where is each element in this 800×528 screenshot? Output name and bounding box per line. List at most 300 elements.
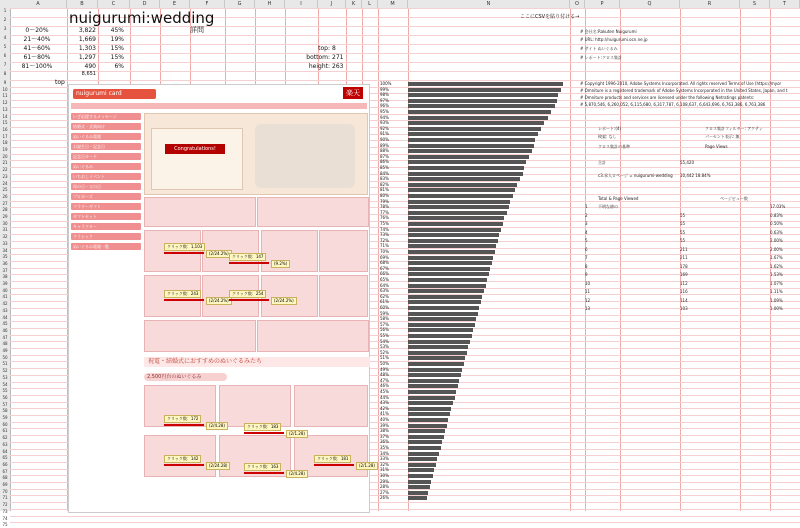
column-header[interactable]: O bbox=[570, 0, 585, 8]
column-header[interactable]: H bbox=[255, 0, 285, 8]
table-row-pct[interactable]: 1.07% bbox=[770, 280, 783, 286]
percent-cell[interactable]: 50% bbox=[380, 361, 389, 366]
table-row-number[interactable]: 7 bbox=[585, 255, 588, 260]
table-row-views[interactable]: 55 bbox=[680, 221, 686, 226]
row-header[interactable]: 73 bbox=[2, 508, 8, 514]
dist-label-5[interactable]: 81〜100% bbox=[21, 63, 53, 70]
percent-cell[interactable]: 28% bbox=[380, 484, 389, 490]
row-header[interactable]: 20 bbox=[2, 153, 8, 159]
dist-label-3[interactable]: 41〜60% bbox=[23, 45, 51, 52]
percent-cell[interactable]: 43% bbox=[380, 400, 389, 406]
row-header[interactable]: 47 bbox=[2, 334, 8, 340]
table-row-number[interactable]: 13 bbox=[585, 306, 591, 311]
column-header[interactable]: E bbox=[160, 0, 190, 8]
percent-bar bbox=[408, 166, 524, 170]
copyright-line-3[interactable]: # Omniture products and services are licensed under the following Netratings patents: bbox=[580, 95, 755, 100]
percent-cell[interactable]: 62% bbox=[380, 293, 389, 299]
row-header[interactable]: 49 bbox=[2, 348, 8, 353]
percent-cell[interactable]: 73% bbox=[380, 232, 389, 238]
percent-cell[interactable]: 59% bbox=[380, 310, 389, 316]
row-header[interactable]: 61 bbox=[2, 428, 8, 434]
meta-label-3[interactable]: クロス集計の基準 bbox=[598, 144, 630, 149]
percent-cell[interactable]: 82% bbox=[380, 181, 389, 187]
percent-cell[interactable]: 94% bbox=[380, 114, 389, 120]
meta-value-5[interactable]: 10,442 18.84% bbox=[680, 173, 711, 178]
table-row-number[interactable]: 3 bbox=[585, 221, 588, 226]
table-header-col2[interactable]: ページビュー数 bbox=[720, 196, 748, 201]
percent-cell[interactable]: 45% bbox=[380, 389, 389, 394]
height-label[interactable]: height: bbox=[308, 63, 330, 70]
side-menu-item[interactable]: クラシック bbox=[71, 233, 141, 240]
row-header[interactable]: 56 bbox=[2, 394, 8, 400]
row8-label[interactable]: top bbox=[55, 79, 65, 86]
row-header[interactable]: 60 bbox=[2, 421, 8, 427]
column-header[interactable]: L bbox=[362, 0, 378, 8]
product-tile[interactable] bbox=[144, 320, 256, 352]
copyright-line-2[interactable]: # Omniture is a registered trademark of Adobe Systems Incorporated in the United States, Japan, and t bbox=[580, 88, 788, 93]
side-menu-item[interactable]: 結婚式・式典向け bbox=[71, 123, 141, 130]
percent-cell[interactable]: 98% bbox=[380, 92, 389, 98]
percent-cell[interactable]: 83% bbox=[380, 176, 389, 182]
row-header[interactable]: 29 bbox=[2, 214, 8, 219]
dist-total[interactable]: 8,651 bbox=[81, 71, 96, 77]
row-header[interactable]: 50 bbox=[2, 354, 8, 360]
dist-pct-5[interactable]: 6% bbox=[114, 63, 124, 70]
percent-cell[interactable]: 52% bbox=[380, 349, 389, 355]
side-menu-item[interactable]: 記念日カード bbox=[71, 153, 141, 160]
percent-cell[interactable]: 91% bbox=[380, 131, 389, 137]
table-row-label[interactable]: 不明な値の bbox=[598, 204, 618, 209]
table-row-number[interactable]: 4 bbox=[585, 229, 588, 235]
row-header[interactable]: 19 bbox=[2, 147, 8, 152]
report-line-2[interactable]: # URL: http://nuigurumi.ocn.ne.jp bbox=[580, 37, 648, 42]
percent-cell[interactable]: 55% bbox=[380, 333, 389, 338]
row-header[interactable]: 64 bbox=[2, 448, 8, 454]
column-header[interactable]: F bbox=[190, 0, 225, 8]
row-header[interactable]: 42 bbox=[2, 301, 8, 307]
column-header[interactable]: T bbox=[770, 0, 800, 8]
table-row-views[interactable]: 116 bbox=[680, 289, 688, 294]
product-tile[interactable] bbox=[144, 197, 256, 227]
row-header[interactable]: 12 bbox=[2, 100, 8, 106]
row-header[interactable]: 62 bbox=[2, 435, 8, 441]
row-header[interactable]: 65 bbox=[2, 455, 8, 461]
column-header[interactable]: K bbox=[346, 0, 362, 8]
row-header[interactable]: 69 bbox=[2, 482, 8, 487]
row-header[interactable]: 2 bbox=[3, 17, 7, 22]
dist-pct-2[interactable]: 19% bbox=[110, 36, 124, 43]
percent-cell[interactable]: 68% bbox=[380, 260, 389, 266]
percent-cell[interactable]: 54% bbox=[380, 338, 389, 344]
percent-cell[interactable]: 32% bbox=[380, 461, 389, 467]
percent-cell[interactable]: 78% bbox=[380, 204, 389, 210]
click-bar bbox=[314, 464, 354, 466]
table-row-number[interactable]: 9 bbox=[585, 272, 588, 277]
table-row-number[interactable]: 8 bbox=[585, 263, 588, 269]
row-header[interactable]: 51 bbox=[2, 361, 8, 367]
table-row-pct[interactable]: 1.09% bbox=[770, 297, 783, 303]
dist-count-2[interactable]: 1,669 bbox=[78, 36, 96, 43]
top-value[interactable]: 8 bbox=[332, 45, 336, 52]
dist-label-2[interactable]: 21〜40% bbox=[23, 36, 51, 43]
row-header[interactable]: 53 bbox=[2, 374, 8, 380]
table-row-pct[interactable]: 2.00% bbox=[770, 238, 783, 243]
row-header[interactable]: 70 bbox=[2, 488, 8, 494]
dist-label-4[interactable]: 61〜80% bbox=[23, 54, 51, 61]
column-header[interactable]: C bbox=[98, 0, 130, 8]
table-row-pct[interactable]: 1.00% bbox=[770, 306, 783, 311]
row-header[interactable]: 37 bbox=[2, 267, 8, 273]
click-count-label: クリック数：181 bbox=[314, 455, 351, 463]
click-bar bbox=[164, 252, 204, 254]
product-tile[interactable] bbox=[219, 385, 291, 427]
table-row-number[interactable]: 10 bbox=[585, 280, 591, 286]
dist-pct-1[interactable]: 45% bbox=[110, 27, 124, 34]
row-header[interactable]: 32 bbox=[2, 234, 8, 240]
percent-cell[interactable]: 79% bbox=[380, 198, 389, 204]
report-line-4[interactable]: # レポート:クロス集計 bbox=[580, 55, 622, 60]
percent-cell[interactable]: 35% bbox=[380, 445, 389, 450]
side-menu-item[interactable]: ぬいぐるみ電報一覧 bbox=[71, 243, 141, 250]
percent-cell[interactable]: 76% bbox=[380, 215, 389, 221]
table-row-pct[interactable]: 1.53% bbox=[770, 272, 783, 277]
row-header[interactable]: 25 bbox=[2, 187, 8, 193]
row-header[interactable]: 26 bbox=[2, 193, 8, 199]
table-row-pct[interactable]: 17.03% bbox=[770, 204, 786, 209]
column-header[interactable]: Q bbox=[620, 0, 680, 8]
dist-pct-3[interactable]: 15% bbox=[110, 45, 124, 52]
side-menu-item[interactable]: フラワーギフト bbox=[71, 203, 141, 210]
row-header[interactable]: 28 bbox=[2, 207, 8, 213]
row-header[interactable]: 13 bbox=[2, 106, 8, 112]
sheet-title-cell[interactable]: nuigurumi:wedding bbox=[69, 9, 215, 27]
percent-cell[interactable]: 90% bbox=[380, 137, 389, 142]
percent-cell[interactable]: 87% bbox=[380, 153, 389, 159]
column-header[interactable]: D bbox=[130, 0, 160, 8]
side-menu-item[interactable]: 母の日・父の日 bbox=[71, 183, 141, 190]
percent-cell[interactable]: 26% bbox=[380, 495, 389, 501]
table-row-views[interactable]: 211 bbox=[680, 255, 688, 260]
percent-cell[interactable]: 58% bbox=[380, 316, 389, 322]
column-header[interactable]: S bbox=[740, 0, 770, 8]
dist-pct-4[interactable]: 15% bbox=[110, 54, 124, 61]
meta-label-5[interactable]: c3.承人ロページ = nuigurumi-wedding bbox=[598, 173, 673, 178]
percent-bar bbox=[408, 362, 464, 366]
side-menu-item[interactable]: お誕生日・記念日 bbox=[71, 143, 141, 150]
percent-cell[interactable]: 66% bbox=[380, 271, 389, 277]
row-header[interactable]: 33 bbox=[2, 240, 8, 246]
percent-cell[interactable]: 96% bbox=[380, 103, 389, 109]
row-header[interactable]: 22 bbox=[2, 167, 8, 173]
column-header[interactable]: I bbox=[285, 0, 318, 8]
row-header[interactable]: 40 bbox=[2, 287, 8, 293]
row-header[interactable]: 9 bbox=[3, 80, 7, 85]
row-header[interactable]: 63 bbox=[2, 441, 8, 447]
row-header[interactable]: 54 bbox=[2, 381, 8, 387]
table-row-number[interactable]: 6 bbox=[585, 246, 588, 252]
table-row-pct[interactable]: 1.67% bbox=[770, 255, 783, 260]
table-row-pct[interactable]: 1.11% bbox=[770, 289, 783, 294]
meta-label-2[interactable]: 検索: なし bbox=[598, 134, 617, 139]
table-row-pct[interactable]: 0.83% bbox=[770, 212, 783, 218]
bottom-value[interactable]: 271 bbox=[332, 54, 344, 61]
percent-cell[interactable]: 29% bbox=[380, 478, 389, 484]
dist-count-4[interactable]: 1,297 bbox=[78, 54, 96, 61]
meta-value-3[interactable]: Page Views bbox=[705, 144, 728, 149]
column-header[interactable]: G bbox=[225, 0, 255, 8]
table-row-number[interactable]: 2 bbox=[585, 212, 588, 218]
gridline bbox=[10, 522, 800, 523]
copyright-line-4[interactable]: # 5,870,546, 6,260,052, 6,115,680, 6,317,787, 6,108,637, 6,643,696, 6,763,386, 6,763,386 bbox=[580, 102, 766, 107]
percent-cell[interactable]: 74% bbox=[380, 226, 389, 232]
row-header[interactable]: 30 bbox=[2, 220, 8, 226]
row-header[interactable]: 3 bbox=[3, 26, 7, 31]
percent-bar bbox=[408, 222, 503, 226]
table-row-pct[interactable]: 0.50% bbox=[770, 221, 783, 226]
dist-count-1[interactable]: 3,822 bbox=[78, 27, 96, 34]
table-row-pct[interactable]: 1.62% bbox=[770, 263, 783, 269]
column-header[interactable]: R bbox=[680, 0, 740, 8]
bottom-label[interactable]: bottom: bbox=[306, 54, 330, 61]
row-header[interactable]: 16 bbox=[2, 126, 8, 132]
percent-cell[interactable]: 60% bbox=[380, 305, 389, 310]
percent-bar bbox=[408, 440, 442, 444]
row-header[interactable]: 23 bbox=[2, 173, 8, 179]
row-header[interactable]: 14 bbox=[2, 113, 8, 119]
side-menu-item[interactable]: ギフトセット bbox=[71, 213, 141, 220]
row-header[interactable]: 35 bbox=[2, 254, 8, 260]
table-row-number[interactable]: 5 bbox=[585, 238, 588, 243]
percent-cell[interactable]: 65% bbox=[380, 277, 389, 282]
row-header[interactable]: 8 bbox=[3, 71, 7, 76]
dist-count-5[interactable]: 490 bbox=[84, 63, 96, 70]
row-header[interactable]: 17 bbox=[2, 133, 8, 139]
percent-cell[interactable]: 39% bbox=[380, 422, 389, 428]
row-header[interactable]: 59 bbox=[2, 415, 8, 420]
percent-cell[interactable]: 51% bbox=[380, 355, 389, 361]
row-header[interactable]: 71 bbox=[2, 495, 8, 501]
row-header[interactable]: 72 bbox=[2, 502, 8, 508]
percent-bar bbox=[408, 127, 541, 131]
percent-cell[interactable]: 80% bbox=[380, 193, 389, 198]
row-header[interactable]: 44 bbox=[2, 314, 8, 320]
table-row-views[interactable]: 169 bbox=[680, 272, 688, 277]
height-value[interactable]: 263 bbox=[332, 63, 344, 70]
row-header[interactable]: 41 bbox=[2, 294, 8, 300]
table-row-number[interactable]: 1 bbox=[585, 204, 588, 209]
percent-cell[interactable]: 38% bbox=[380, 428, 389, 434]
row-header[interactable]: 21 bbox=[2, 160, 8, 166]
percent-cell[interactable]: 67% bbox=[380, 265, 389, 271]
side-menu bbox=[71, 113, 141, 508]
percent-cell[interactable]: 93% bbox=[380, 120, 389, 126]
table-row-number[interactable]: 12 bbox=[585, 297, 591, 303]
row-header[interactable]: 15 bbox=[2, 120, 8, 126]
percent-cell[interactable]: 61% bbox=[380, 299, 389, 305]
dist-label-1[interactable]: 0〜20% bbox=[25, 27, 49, 34]
percent-cell[interactable]: 57% bbox=[380, 321, 389, 327]
row-header[interactable]: 45 bbox=[2, 321, 8, 327]
percent-bar bbox=[408, 172, 523, 176]
row-header[interactable]: 55 bbox=[2, 388, 8, 394]
product-tile[interactable] bbox=[144, 230, 201, 272]
row-header[interactable]: 57 bbox=[2, 401, 8, 407]
table-row-pct[interactable]: 2.00% bbox=[770, 246, 783, 252]
row-header[interactable]: 4 bbox=[3, 35, 7, 40]
row-header[interactable]: 52 bbox=[2, 368, 8, 374]
row-header[interactable]: 38 bbox=[2, 274, 8, 280]
meta-value-4[interactable]: 55,420 bbox=[680, 160, 694, 165]
percent-cell[interactable]: 53% bbox=[380, 344, 389, 350]
row-header[interactable]: 67 bbox=[2, 468, 8, 474]
side-menu-item[interactable]: いざ応援するメッセージ bbox=[71, 113, 141, 120]
percent-cell[interactable]: 88% bbox=[380, 148, 389, 154]
meta-value-2[interactable]: パーセント表示: 無 bbox=[705, 134, 740, 139]
row-header[interactable]: 43 bbox=[2, 307, 8, 313]
row-header[interactable]: 36 bbox=[2, 260, 8, 266]
product-tile[interactable] bbox=[257, 197, 369, 227]
table-header-col1[interactable]: Total & Page Viewed bbox=[598, 196, 639, 201]
percent-cell[interactable]: 100% bbox=[380, 81, 392, 86]
percent-cell[interactable]: 44% bbox=[380, 394, 389, 400]
product-tile[interactable] bbox=[319, 275, 368, 317]
column-header[interactable]: J bbox=[318, 0, 346, 8]
percent-bar bbox=[408, 160, 526, 164]
row-header[interactable]: 68 bbox=[2, 475, 8, 481]
row-header[interactable]: 1 bbox=[3, 8, 7, 13]
row-header[interactable]: 48 bbox=[2, 341, 8, 347]
percent-cell[interactable]: 97% bbox=[380, 97, 389, 103]
percent-cell[interactable]: 34% bbox=[380, 450, 389, 456]
table-row-views[interactable]: 112 bbox=[680, 280, 688, 286]
csv-note[interactable]: ここにCSVを貼り付ける→ bbox=[520, 14, 580, 20]
row-header[interactable]: 24 bbox=[2, 180, 8, 186]
percent-cell[interactable]: 48% bbox=[380, 372, 389, 378]
row-header[interactable]: 66 bbox=[2, 461, 8, 467]
percent-cell[interactable]: 72% bbox=[380, 237, 389, 243]
percent-cell[interactable]: 49% bbox=[380, 366, 389, 372]
table-row-views[interactable]: 55 bbox=[680, 229, 686, 235]
percent-bar bbox=[408, 401, 453, 405]
percent-cell[interactable]: 89% bbox=[380, 142, 389, 148]
row-header[interactable]: 18 bbox=[2, 140, 8, 146]
percent-bar bbox=[408, 228, 501, 232]
table-row-views[interactable]: 114 bbox=[680, 297, 688, 303]
product-tile[interactable] bbox=[257, 320, 369, 352]
row-header[interactable]: 6 bbox=[3, 53, 7, 58]
table-row-pct[interactable]: 0.63% bbox=[770, 229, 783, 235]
percent-cell[interactable]: 75% bbox=[380, 221, 389, 226]
click-bar bbox=[244, 472, 284, 474]
table-row-views[interactable]: 103 bbox=[680, 306, 688, 311]
meta-label-4[interactable]: 合計 bbox=[598, 160, 606, 165]
percent-cell[interactable]: 27% bbox=[380, 489, 389, 495]
copyright-line-1[interactable]: # Copyright 1996-2010, Adobe Systems Incorporated. All rights reserved Terms of Use (https://myor bbox=[580, 81, 782, 86]
percent-cell[interactable]: 95% bbox=[380, 109, 389, 114]
label-cell[interactable]: 詳問 bbox=[190, 26, 204, 34]
percent-cell[interactable]: 86% bbox=[380, 159, 389, 165]
row-header[interactable]: 7 bbox=[3, 62, 7, 67]
percent-cell[interactable]: 31% bbox=[380, 467, 389, 473]
table-row-number[interactable]: 11 bbox=[585, 289, 591, 294]
percent-cell[interactable]: 70% bbox=[380, 249, 389, 254]
row-header[interactable]: 34 bbox=[2, 247, 8, 253]
percent-bar bbox=[408, 468, 434, 472]
percent-cell[interactable]: 46% bbox=[380, 383, 389, 389]
meta-label-1[interactable]: レポート:(4) bbox=[598, 126, 622, 131]
table-row-views[interactable]: 55 bbox=[680, 238, 686, 243]
product-tile[interactable] bbox=[294, 385, 368, 427]
row-header[interactable]: 31 bbox=[2, 227, 8, 233]
column-header[interactable]: A bbox=[10, 0, 67, 8]
column-header[interactable]: B bbox=[67, 0, 98, 8]
percent-cell[interactable]: 81% bbox=[380, 187, 389, 193]
table-row-views[interactable]: 178 bbox=[680, 263, 688, 269]
click-count-label: クリック数：147 bbox=[229, 253, 266, 261]
percent-cell[interactable]: 99% bbox=[380, 86, 389, 92]
percent-cell[interactable]: 42% bbox=[380, 405, 389, 411]
percent-cell[interactable]: 56% bbox=[380, 327, 389, 333]
percent-cell[interactable]: 37% bbox=[380, 433, 389, 439]
percent-cell[interactable]: 33% bbox=[380, 456, 389, 462]
column-header[interactable]: P bbox=[585, 0, 620, 8]
side-menu-item[interactable]: ぬいぐるみ bbox=[71, 163, 141, 170]
row-header[interactable]: 27 bbox=[2, 200, 8, 206]
percent-bar bbox=[408, 418, 448, 422]
product-tile[interactable] bbox=[261, 275, 318, 317]
percent-cell[interactable]: 41% bbox=[380, 411, 389, 417]
product-tile[interactable] bbox=[319, 230, 368, 272]
table-row-views[interactable]: 55 bbox=[680, 212, 686, 218]
top-label[interactable]: top: bbox=[318, 45, 330, 52]
percent-cell[interactable]: 85% bbox=[380, 165, 389, 170]
side-menu-item[interactable]: キャラクター bbox=[71, 223, 141, 230]
percent-cell[interactable]: 84% bbox=[380, 170, 389, 176]
row-header[interactable]: 10 bbox=[2, 86, 8, 92]
dist-count-3[interactable]: 1,303 bbox=[78, 45, 96, 52]
row-header[interactable]: 39 bbox=[2, 281, 8, 286]
percent-cell[interactable]: 77% bbox=[380, 209, 389, 215]
percent-cell[interactable]: 40% bbox=[380, 417, 389, 422]
report-line-3[interactable]: # サイト ぬいぐるみ bbox=[580, 46, 618, 51]
row-header[interactable]: 5 bbox=[3, 44, 7, 49]
click-bar bbox=[164, 424, 204, 426]
percent-cell[interactable]: 92% bbox=[380, 125, 389, 131]
side-menu-item[interactable]: プロポーズ bbox=[71, 193, 141, 200]
row-header[interactable]: 46 bbox=[2, 327, 8, 333]
meta-value-1[interactable]: クロス集計フィルター: アクティ bbox=[705, 126, 763, 131]
percent-cell[interactable]: 64% bbox=[380, 282, 389, 288]
percent-cell[interactable]: 47% bbox=[380, 377, 389, 383]
percent-cell[interactable]: 63% bbox=[380, 288, 389, 294]
report-line-1[interactable]: # 会社名:Rakuten Nuigurumi bbox=[580, 29, 637, 34]
percent-cell[interactable]: 69% bbox=[380, 254, 389, 260]
row-header[interactable]: 11 bbox=[2, 93, 8, 99]
column-header[interactable]: M bbox=[378, 0, 408, 8]
percent-bar bbox=[408, 261, 492, 265]
percent-cell[interactable]: 71% bbox=[380, 243, 389, 249]
side-menu-item[interactable]: いちおしイベント bbox=[71, 173, 141, 180]
table-row-views[interactable]: 211 bbox=[680, 246, 688, 252]
percent-cell[interactable]: 30% bbox=[380, 473, 389, 478]
percent-cell[interactable]: 36% bbox=[380, 439, 389, 445]
column-header[interactable]: N bbox=[408, 0, 570, 8]
row-header[interactable]: 75 bbox=[2, 522, 8, 528]
percent-bar bbox=[408, 429, 445, 433]
side-menu-item[interactable]: ぬいぐるみ電報 bbox=[71, 133, 141, 140]
row-header[interactable]: 58 bbox=[2, 408, 8, 414]
row-header[interactable]: 74 bbox=[2, 515, 8, 521]
